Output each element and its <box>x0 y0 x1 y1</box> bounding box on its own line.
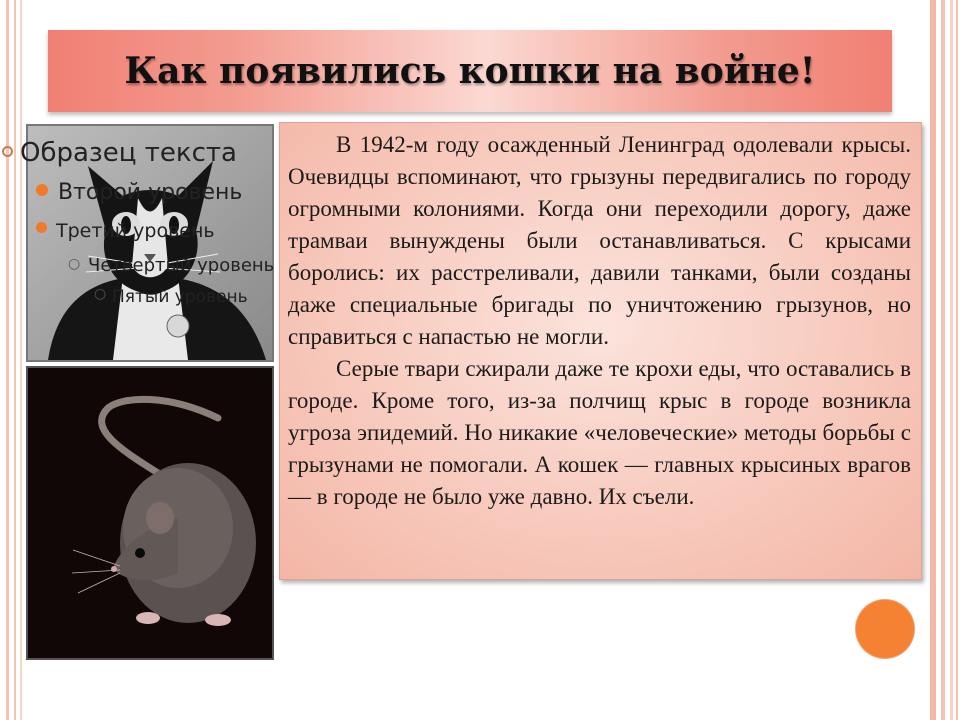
placeholder-level2[interactable]: Второй уровень <box>58 180 243 205</box>
rat-photo[interactable] <box>26 366 274 660</box>
level1-bullet-icon <box>2 146 13 157</box>
placeholder-level4[interactable]: Четвертый уровень <box>88 255 275 276</box>
stripe <box>956 0 958 720</box>
stripe <box>6 0 9 720</box>
decorative-orange-circle <box>856 600 914 658</box>
placeholder-level5[interactable]: Пятый уровень <box>112 287 248 307</box>
level3-bullet-icon <box>36 222 47 233</box>
body-paragraph-2: Серые твари сжирали даже те крохи еды, что оставались в городе. Кроме того, из-за полчищ крыс в городе возникла угроза эпидемий. Но никакие «человеческие» методы борьбы с грызунами не помогали. А кошек — главных крысиных врагов — в городе не было уже давно. Их съели. <box>288 356 911 509</box>
placeholder-level3[interactable]: Третий уровень <box>56 220 215 242</box>
stripe <box>930 0 936 720</box>
slide-title[interactable]: Как появились кошки на войне! <box>124 50 816 92</box>
level5-bullet-icon: ○ <box>94 286 107 302</box>
level2-bullet-icon <box>36 184 48 196</box>
stripe <box>941 0 945 720</box>
stripe <box>20 0 22 720</box>
placeholder-level1[interactable]: Образец текста <box>20 138 237 168</box>
rat-illustration <box>28 368 272 658</box>
stripe <box>950 0 953 720</box>
body-paragraph-1: В 1942-м году осажденный Ленинград одолевали крысы. Очевидцы вспоминают, что грызуны передвигались по городу огромными колониями. Когда они переходили дорогу, даже трамваи вынуждены были останавливаться. С крысами боролись: их расстреливали, давили танками, были созданы даже специальные бригады по уничтожению грызунов, но справиться с напастью не могли. <box>288 132 911 349</box>
stripe <box>14 0 16 720</box>
body-text-box[interactable] <box>279 122 922 580</box>
level4-bullet-icon: ○ <box>68 256 81 272</box>
